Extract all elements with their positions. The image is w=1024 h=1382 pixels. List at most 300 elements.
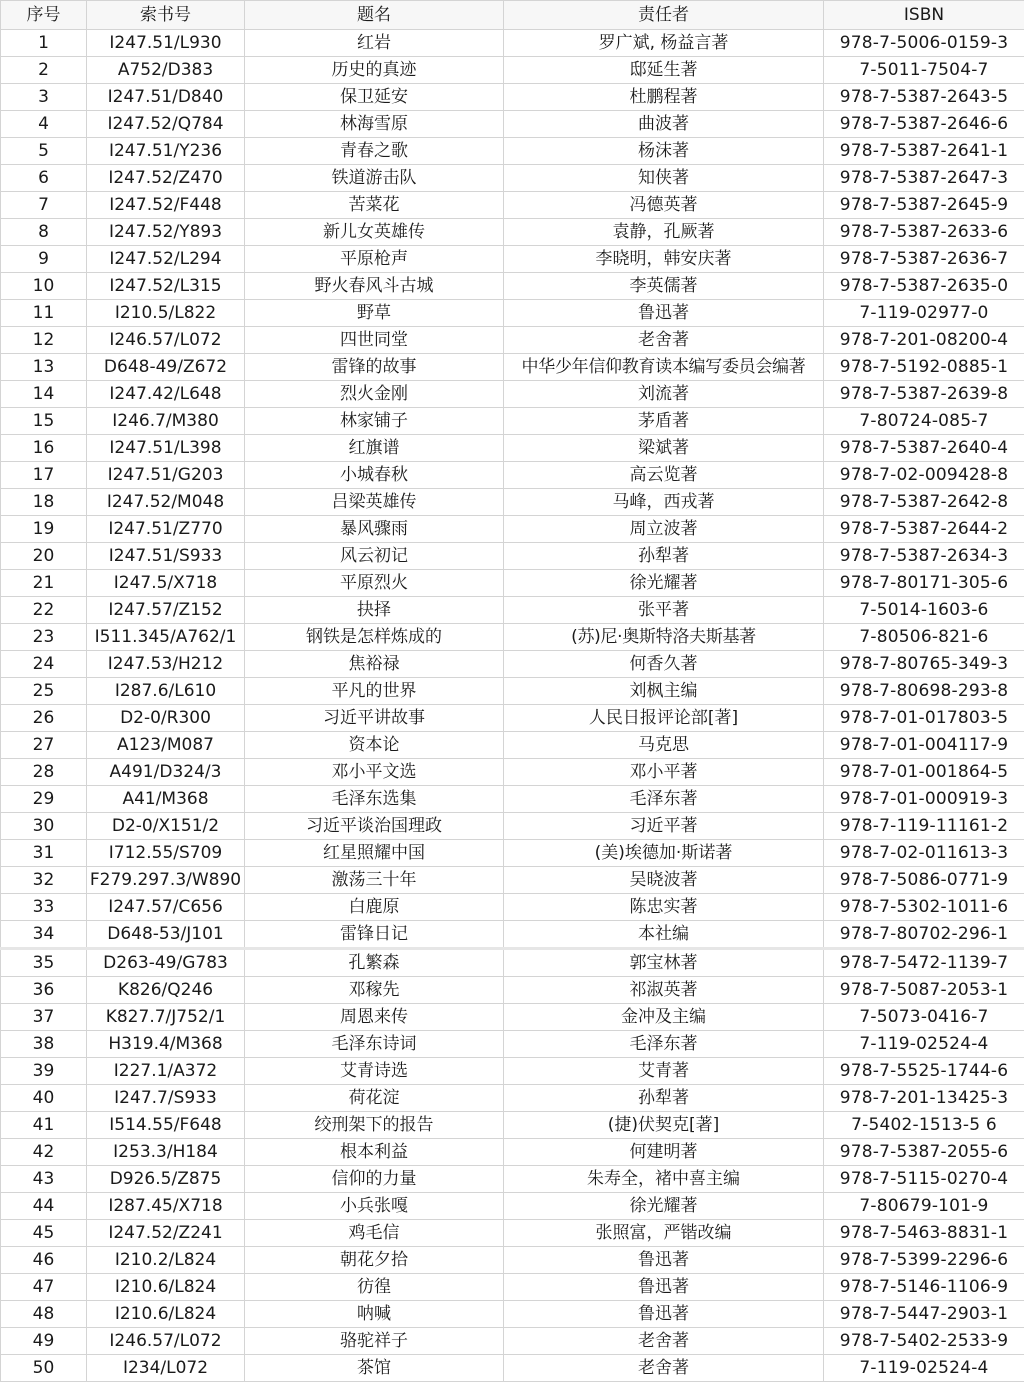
cell-call-number[interactable]: I247.51/Z770 bbox=[87, 516, 245, 543]
cell-seq[interactable]: 1 bbox=[1, 30, 87, 57]
table-row bbox=[1, 354, 1024, 381]
cell-call-number[interactable]: I210.5/L822 bbox=[87, 300, 245, 327]
cell-title[interactable]: 保卫延安 bbox=[245, 84, 504, 111]
cell-isbn[interactable]: 978-7-5463-8831-1 bbox=[824, 1220, 1024, 1247]
cell-seq[interactable]: 25 bbox=[1, 678, 87, 705]
cell-title[interactable]: 艾青诗选 bbox=[245, 1058, 504, 1085]
cell-title[interactable]: 铁道游击队 bbox=[245, 165, 504, 192]
table-row bbox=[1, 1031, 1024, 1058]
cell-title[interactable]: 习近平谈治国理政 bbox=[245, 813, 504, 840]
cell-isbn[interactable]: 978-7-5402-2533-9 bbox=[824, 1328, 1024, 1355]
cell-seq[interactable]: 44 bbox=[1, 1193, 87, 1220]
cell-title[interactable]: 林家铺子 bbox=[245, 408, 504, 435]
cell-call-number[interactable]: I247.52/L315 bbox=[87, 273, 245, 300]
cell-call-number[interactable]: I246.57/L072 bbox=[87, 327, 245, 354]
cell-responsibility[interactable]: 徐光耀著 bbox=[504, 1193, 824, 1220]
table-row bbox=[1, 894, 1024, 921]
cell-title[interactable]: 邓稼先 bbox=[245, 977, 504, 1004]
cell-seq[interactable]: 13 bbox=[1, 354, 87, 381]
cell-call-number[interactable]: D926.5/Z875 bbox=[87, 1166, 245, 1193]
cell-seq[interactable]: 39 bbox=[1, 1058, 87, 1085]
cell-title[interactable]: 雷锋日记 bbox=[245, 921, 504, 949]
cell-call-number[interactable]: A491/D324/3 bbox=[87, 759, 245, 786]
cell-title[interactable]: 激荡三十年 bbox=[245, 867, 504, 894]
cell-responsibility[interactable]: 艾青著 bbox=[504, 1058, 824, 1085]
cell-call-number[interactable]: I227.1/A372 bbox=[87, 1058, 245, 1085]
cell-title[interactable]: 雷锋的故事 bbox=[245, 354, 504, 381]
cell-seq[interactable]: 10 bbox=[1, 273, 87, 300]
cell-call-number[interactable]: I247.51/S933 bbox=[87, 543, 245, 570]
cell-responsibility[interactable]: 毛泽东著 bbox=[504, 1031, 824, 1058]
cell-isbn[interactable]: 978-7-5006-0159-3 bbox=[824, 30, 1024, 57]
cell-isbn[interactable]: 978-7-5146-1106-9 bbox=[824, 1274, 1024, 1301]
cell-call-number[interactable]: F279.297.3/W890 bbox=[87, 867, 245, 894]
cell-call-number[interactable]: I287.45/X718 bbox=[87, 1193, 245, 1220]
cell-responsibility[interactable]: 邸延生著 bbox=[504, 57, 824, 84]
cell-call-number[interactable]: I210.6/L824 bbox=[87, 1274, 245, 1301]
cell-isbn[interactable]: 978-7-5387-2635-0 bbox=[824, 273, 1024, 300]
table-row bbox=[1, 840, 1024, 867]
cell-responsibility[interactable]: 人民日报评论部[著] bbox=[504, 705, 824, 732]
cell-responsibility[interactable]: 马克思 bbox=[504, 732, 824, 759]
cell-title[interactable]: 青春之歌 bbox=[245, 138, 504, 165]
cell-responsibility[interactable]: 鲁迅著 bbox=[504, 1274, 824, 1301]
table-row bbox=[1, 1247, 1024, 1274]
cell-isbn[interactable]: 978-7-5447-2903-1 bbox=[824, 1301, 1024, 1328]
cell-isbn[interactable]: 978-7-5387-2644-2 bbox=[824, 516, 1024, 543]
table-row bbox=[1, 949, 1024, 977]
cell-responsibility[interactable]: 吴晓波著 bbox=[504, 867, 824, 894]
cell-seq[interactable]: 8 bbox=[1, 219, 87, 246]
cell-isbn[interactable]: 978-7-5387-2641-1 bbox=[824, 138, 1024, 165]
cell-isbn[interactable]: 978-7-119-11161-2 bbox=[824, 813, 1024, 840]
cell-call-number[interactable]: A752/D383 bbox=[87, 57, 245, 84]
cell-responsibility[interactable]: 习近平著 bbox=[504, 813, 824, 840]
cell-isbn[interactable]: 7-80679-101-9 bbox=[824, 1193, 1024, 1220]
table-row bbox=[1, 435, 1024, 462]
cell-seq[interactable]: 16 bbox=[1, 435, 87, 462]
cell-call-number[interactable]: I253.3/H184 bbox=[87, 1139, 245, 1166]
table-row bbox=[1, 381, 1024, 408]
cell-seq[interactable]: 26 bbox=[1, 705, 87, 732]
cell-title[interactable]: 邓小平文选 bbox=[245, 759, 504, 786]
cell-call-number[interactable]: I247.52/L294 bbox=[87, 246, 245, 273]
table-row bbox=[1, 732, 1024, 759]
cell-call-number[interactable]: D648-53/J101 bbox=[87, 921, 245, 949]
cell-title[interactable]: 荷花淀 bbox=[245, 1085, 504, 1112]
cell-seq[interactable]: 22 bbox=[1, 597, 87, 624]
header-row bbox=[1, 1, 1024, 30]
cell-isbn[interactable]: 7-5073-0416-7 bbox=[824, 1004, 1024, 1031]
cell-call-number[interactable]: I247.52/F448 bbox=[87, 192, 245, 219]
cell-isbn[interactable]: 978-7-5387-2646-6 bbox=[824, 111, 1024, 138]
table-row bbox=[1, 273, 1024, 300]
cell-responsibility[interactable]: 杨沫著 bbox=[504, 138, 824, 165]
cell-title[interactable]: 习近平讲故事 bbox=[245, 705, 504, 732]
cell-isbn[interactable]: 978-7-5115-0270-4 bbox=[824, 1166, 1024, 1193]
table-row bbox=[1, 1166, 1024, 1193]
table-row bbox=[1, 246, 1024, 273]
cell-isbn[interactable]: 978-7-5387-2645-9 bbox=[824, 192, 1024, 219]
cell-seq[interactable]: 49 bbox=[1, 1328, 87, 1355]
cell-responsibility[interactable]: 何香久著 bbox=[504, 651, 824, 678]
cell-seq[interactable]: 48 bbox=[1, 1301, 87, 1328]
cell-responsibility[interactable]: 罗广斌, 杨益言著 bbox=[504, 30, 824, 57]
cell-seq[interactable]: 3 bbox=[1, 84, 87, 111]
cell-title[interactable]: 绞刑架下的报告 bbox=[245, 1112, 504, 1139]
cell-seq[interactable]: 28 bbox=[1, 759, 87, 786]
cell-seq[interactable]: 11 bbox=[1, 300, 87, 327]
cell-responsibility[interactable]: 茅盾著 bbox=[504, 408, 824, 435]
cell-responsibility[interactable]: 李英儒著 bbox=[504, 273, 824, 300]
cell-seq[interactable]: 34 bbox=[1, 921, 87, 949]
cell-seq[interactable]: 7 bbox=[1, 192, 87, 219]
cell-isbn[interactable]: 978-7-5387-2634-3 bbox=[824, 543, 1024, 570]
cell-seq[interactable]: 46 bbox=[1, 1247, 87, 1274]
cell-isbn[interactable]: 7-119-02977-0 bbox=[824, 300, 1024, 327]
cell-call-number[interactable]: I247.52/Q784 bbox=[87, 111, 245, 138]
cell-title[interactable]: 野草 bbox=[245, 300, 504, 327]
cell-call-number[interactable]: K827.7/J752/1 bbox=[87, 1004, 245, 1031]
cell-title[interactable]: 林海雪原 bbox=[245, 111, 504, 138]
cell-call-number[interactable]: I247.52/Y893 bbox=[87, 219, 245, 246]
cell-title[interactable]: 新儿女英雄传 bbox=[245, 219, 504, 246]
cell-responsibility[interactable]: 高云览著 bbox=[504, 462, 824, 489]
cell-title[interactable]: 小城春秋 bbox=[245, 462, 504, 489]
cell-responsibility[interactable]: 郭宝林著 bbox=[504, 949, 824, 977]
cell-call-number[interactable]: I247.52/Z241 bbox=[87, 1220, 245, 1247]
cell-call-number[interactable]: I287.6/L610 bbox=[87, 678, 245, 705]
table-row bbox=[1, 813, 1024, 840]
table-row bbox=[1, 111, 1024, 138]
cell-seq[interactable]: 29 bbox=[1, 786, 87, 813]
cell-responsibility[interactable]: 鲁迅著 bbox=[504, 1301, 824, 1328]
cell-call-number[interactable]: I210.6/L824 bbox=[87, 1301, 245, 1328]
cell-title[interactable]: 历史的真迹 bbox=[245, 57, 504, 84]
table-row bbox=[1, 219, 1024, 246]
cell-isbn[interactable]: 7-5402-1513-5 6 bbox=[824, 1112, 1024, 1139]
cell-seq[interactable]: 40 bbox=[1, 1085, 87, 1112]
cell-isbn[interactable]: 978-7-5387-2643-5 bbox=[824, 84, 1024, 111]
cell-title[interactable]: 鸡毛信 bbox=[245, 1220, 504, 1247]
cell-isbn[interactable]: 978-7-5302-1011-6 bbox=[824, 894, 1024, 921]
cell-responsibility[interactable]: 老舍著 bbox=[504, 1328, 824, 1355]
cell-call-number[interactable]: I234/L072 bbox=[87, 1355, 245, 1382]
cell-isbn[interactable]: 7-119-02524-4 bbox=[824, 1031, 1024, 1058]
cell-responsibility[interactable]: 梁斌著 bbox=[504, 435, 824, 462]
cell-title[interactable]: 钢铁是怎样炼成的 bbox=[245, 624, 504, 651]
header-responsibility[interactable]: 责任者 bbox=[504, 1, 824, 30]
cell-seq[interactable]: 50 bbox=[1, 1355, 87, 1382]
cell-title[interactable]: 毛泽东选集 bbox=[245, 786, 504, 813]
cell-responsibility[interactable]: 毛泽东著 bbox=[504, 786, 824, 813]
cell-responsibility[interactable]: (美)埃德加·斯诺著 bbox=[504, 840, 824, 867]
cell-seq[interactable]: 24 bbox=[1, 651, 87, 678]
table-row bbox=[1, 84, 1024, 111]
cell-seq[interactable]: 4 bbox=[1, 111, 87, 138]
cell-call-number[interactable]: I712.55/S709 bbox=[87, 840, 245, 867]
header-isbn[interactable]: ISBN bbox=[824, 1, 1024, 30]
cell-title[interactable]: 烈火金刚 bbox=[245, 381, 504, 408]
header-seq[interactable]: 序号 bbox=[1, 1, 87, 30]
table-row bbox=[1, 867, 1024, 894]
cell-isbn[interactable]: 7-80506-821-6 bbox=[824, 624, 1024, 651]
cell-isbn[interactable]: 7-5014-1603-6 bbox=[824, 597, 1024, 624]
cell-isbn[interactable]: 7-5011-7504-7 bbox=[824, 57, 1024, 84]
cell-isbn[interactable]: 978-7-5387-2633-6 bbox=[824, 219, 1024, 246]
cell-title[interactable]: 风云初记 bbox=[245, 543, 504, 570]
cell-title[interactable]: 暴风骤雨 bbox=[245, 516, 504, 543]
cell-responsibility[interactable]: 李晓明，韩安庆著 bbox=[504, 246, 824, 273]
cell-responsibility[interactable]: 刘流著 bbox=[504, 381, 824, 408]
cell-isbn[interactable]: 978-7-5387-2647-3 bbox=[824, 165, 1024, 192]
table-row bbox=[1, 408, 1024, 435]
cell-call-number[interactable]: D2-0/X151/2 bbox=[87, 813, 245, 840]
cell-title[interactable]: 呐喊 bbox=[245, 1301, 504, 1328]
cell-title[interactable]: 茶馆 bbox=[245, 1355, 504, 1382]
cell-title[interactable]: 四世同堂 bbox=[245, 327, 504, 354]
cell-responsibility[interactable]: 周立波著 bbox=[504, 516, 824, 543]
cell-isbn[interactable]: 978-7-5387-2636-7 bbox=[824, 246, 1024, 273]
table-row bbox=[1, 30, 1024, 57]
cell-isbn[interactable]: 978-7-01-004117-9 bbox=[824, 732, 1024, 759]
cell-isbn[interactable]: 978-7-80765-349-3 bbox=[824, 651, 1024, 678]
cell-responsibility[interactable]: 冯德英著 bbox=[504, 192, 824, 219]
table-row bbox=[1, 977, 1024, 1004]
cell-title[interactable]: 彷徨 bbox=[245, 1274, 504, 1301]
cell-call-number[interactable]: I210.2/L824 bbox=[87, 1247, 245, 1274]
table-row bbox=[1, 1004, 1024, 1031]
cell-responsibility[interactable]: 邓小平著 bbox=[504, 759, 824, 786]
cell-isbn[interactable]: 978-7-201-13425-3 bbox=[824, 1085, 1024, 1112]
table-row bbox=[1, 462, 1024, 489]
cell-call-number[interactable]: A41/M368 bbox=[87, 786, 245, 813]
cell-seq[interactable]: 12 bbox=[1, 327, 87, 354]
cell-responsibility[interactable]: 本社编 bbox=[504, 921, 824, 949]
cell-seq[interactable]: 19 bbox=[1, 516, 87, 543]
cell-seq[interactable]: 27 bbox=[1, 732, 87, 759]
table-row bbox=[1, 570, 1024, 597]
cell-seq[interactable]: 31 bbox=[1, 840, 87, 867]
cell-responsibility[interactable]: (捷)伏契克[著] bbox=[504, 1112, 824, 1139]
cell-isbn[interactable]: 978-7-80702-296-1 bbox=[824, 921, 1024, 949]
table-row bbox=[1, 1328, 1024, 1355]
cell-seq[interactable]: 35 bbox=[1, 949, 87, 977]
cell-seq[interactable]: 42 bbox=[1, 1139, 87, 1166]
cell-isbn[interactable]: 978-7-5387-2055-6 bbox=[824, 1139, 1024, 1166]
cell-responsibility[interactable]: (苏)尼·奥斯特洛夫斯基著 bbox=[504, 624, 824, 651]
cell-call-number[interactable]: I247.51/Y236 bbox=[87, 138, 245, 165]
cell-seq[interactable]: 32 bbox=[1, 867, 87, 894]
cell-call-number[interactable]: I247.52/Z470 bbox=[87, 165, 245, 192]
cell-isbn[interactable]: 7-80724-085-7 bbox=[824, 408, 1024, 435]
cell-title[interactable]: 野火春风斗古城 bbox=[245, 273, 504, 300]
cell-title[interactable]: 资本论 bbox=[245, 732, 504, 759]
cell-seq[interactable]: 37 bbox=[1, 1004, 87, 1031]
cell-responsibility[interactable]: 张平著 bbox=[504, 597, 824, 624]
cell-call-number[interactable]: D648-49/Z672 bbox=[87, 354, 245, 381]
cell-isbn[interactable]: 978-7-5387-2640-4 bbox=[824, 435, 1024, 462]
table-row bbox=[1, 624, 1024, 651]
cell-responsibility[interactable]: 朱寿全，褚中喜主编 bbox=[504, 1166, 824, 1193]
table-row bbox=[1, 786, 1024, 813]
header-call-number[interactable]: 索书号 bbox=[87, 1, 245, 30]
cell-responsibility[interactable]: 杜鹏程著 bbox=[504, 84, 824, 111]
cell-title[interactable]: 红星照耀中国 bbox=[245, 840, 504, 867]
cell-isbn[interactable]: 978-7-80698-293-8 bbox=[824, 678, 1024, 705]
table-row bbox=[1, 543, 1024, 570]
cell-responsibility[interactable]: 曲波著 bbox=[504, 111, 824, 138]
header-title[interactable]: 题名 bbox=[245, 1, 504, 30]
table-row bbox=[1, 165, 1024, 192]
cell-seq[interactable]: 14 bbox=[1, 381, 87, 408]
table-row bbox=[1, 138, 1024, 165]
cell-call-number[interactable]: I247.51/L930 bbox=[87, 30, 245, 57]
cell-seq[interactable]: 6 bbox=[1, 165, 87, 192]
cell-responsibility[interactable]: 张照富，严锴改编 bbox=[504, 1220, 824, 1247]
cell-isbn[interactable]: 978-7-5387-2642-8 bbox=[824, 489, 1024, 516]
cell-seq[interactable]: 9 bbox=[1, 246, 87, 273]
cell-title[interactable]: 信仰的力量 bbox=[245, 1166, 504, 1193]
cell-call-number[interactable]: I247.42/L648 bbox=[87, 381, 245, 408]
cell-call-number[interactable]: H319.4/M368 bbox=[87, 1031, 245, 1058]
cell-seq[interactable]: 30 bbox=[1, 813, 87, 840]
cell-title[interactable]: 苦菜花 bbox=[245, 192, 504, 219]
cell-seq[interactable]: 17 bbox=[1, 462, 87, 489]
cell-responsibility[interactable]: 知侠著 bbox=[504, 165, 824, 192]
cell-title[interactable]: 红旗谱 bbox=[245, 435, 504, 462]
table-row bbox=[1, 759, 1024, 786]
table-row bbox=[1, 1301, 1024, 1328]
cell-responsibility[interactable]: 老舍著 bbox=[504, 1355, 824, 1382]
cell-title[interactable]: 根本利益 bbox=[245, 1139, 504, 1166]
table-row bbox=[1, 921, 1024, 949]
cell-title[interactable]: 周恩来传 bbox=[245, 1004, 504, 1031]
cell-isbn[interactable]: 978-7-01-017803-5 bbox=[824, 705, 1024, 732]
cell-seq[interactable]: 47 bbox=[1, 1274, 87, 1301]
cell-responsibility[interactable]: 刘枫主编 bbox=[504, 678, 824, 705]
cell-responsibility[interactable]: 何建明著 bbox=[504, 1139, 824, 1166]
cell-responsibility[interactable]: 老舍著 bbox=[504, 327, 824, 354]
table-row bbox=[1, 1058, 1024, 1085]
cell-seq[interactable]: 33 bbox=[1, 894, 87, 921]
cell-call-number[interactable]: D2-0/R300 bbox=[87, 705, 245, 732]
cell-call-number[interactable]: I246.7/M380 bbox=[87, 408, 245, 435]
cell-seq[interactable]: 23 bbox=[1, 624, 87, 651]
cell-responsibility[interactable]: 祁淑英著 bbox=[504, 977, 824, 1004]
table-row bbox=[1, 1274, 1024, 1301]
cell-isbn[interactable]: 978-7-5525-1744-6 bbox=[824, 1058, 1024, 1085]
cell-title[interactable]: 平凡的世界 bbox=[245, 678, 504, 705]
table-row bbox=[1, 1139, 1024, 1166]
cell-seq[interactable]: 5 bbox=[1, 138, 87, 165]
cell-isbn[interactable]: 978-7-201-08200-4 bbox=[824, 327, 1024, 354]
cell-call-number[interactable]: A123/M087 bbox=[87, 732, 245, 759]
cell-isbn[interactable]: 7-119-02524-4 bbox=[824, 1355, 1024, 1382]
cell-isbn[interactable]: 978-7-5387-2639-8 bbox=[824, 381, 1024, 408]
cell-call-number[interactable]: I247.53/H212 bbox=[87, 651, 245, 678]
cell-responsibility[interactable]: 袁静，孔厥著 bbox=[504, 219, 824, 246]
table-row bbox=[1, 1085, 1024, 1112]
cell-seq[interactable]: 45 bbox=[1, 1220, 87, 1247]
cell-title[interactable]: 抉择 bbox=[245, 597, 504, 624]
cell-isbn[interactable]: 978-7-01-001864-5 bbox=[824, 759, 1024, 786]
cell-title[interactable]: 骆驼祥子 bbox=[245, 1328, 504, 1355]
cell-call-number[interactable]: I247.51/L398 bbox=[87, 435, 245, 462]
table-row bbox=[1, 489, 1024, 516]
cell-seq[interactable]: 41 bbox=[1, 1112, 87, 1139]
cell-call-number[interactable]: I511.345/A762/1 bbox=[87, 624, 245, 651]
cell-isbn[interactable]: 978-7-01-000919-3 bbox=[824, 786, 1024, 813]
cell-seq[interactable]: 38 bbox=[1, 1031, 87, 1058]
cell-seq[interactable]: 43 bbox=[1, 1166, 87, 1193]
cell-call-number[interactable]: I247.52/M048 bbox=[87, 489, 245, 516]
table-row bbox=[1, 57, 1024, 84]
table-row bbox=[1, 192, 1024, 219]
cell-call-number[interactable]: I247.51/G203 bbox=[87, 462, 245, 489]
cell-title[interactable]: 朝花夕拾 bbox=[245, 1247, 504, 1274]
cell-responsibility[interactable]: 鲁迅著 bbox=[504, 300, 824, 327]
cell-responsibility[interactable]: 金冲及主编 bbox=[504, 1004, 824, 1031]
cell-title[interactable]: 白鹿原 bbox=[245, 894, 504, 921]
table-row bbox=[1, 1193, 1024, 1220]
cell-responsibility[interactable]: 中华少年信仰教育读本编写委员会编著 bbox=[504, 354, 824, 381]
cell-call-number[interactable]: I247.7/S933 bbox=[87, 1085, 245, 1112]
cell-isbn[interactable]: 978-7-80171-305-6 bbox=[824, 570, 1024, 597]
cell-call-number[interactable]: I514.55/F648 bbox=[87, 1112, 245, 1139]
cell-seq[interactable]: 18 bbox=[1, 489, 87, 516]
cell-title[interactable]: 平原烈火 bbox=[245, 570, 504, 597]
table-row bbox=[1, 705, 1024, 732]
cell-call-number[interactable]: I247.57/Z152 bbox=[87, 597, 245, 624]
cell-title[interactable]: 平原枪声 bbox=[245, 246, 504, 273]
cell-seq[interactable]: 15 bbox=[1, 408, 87, 435]
table-row bbox=[1, 597, 1024, 624]
cell-isbn[interactable]: 978-7-5192-0885-1 bbox=[824, 354, 1024, 381]
cell-isbn[interactable]: 978-7-5087-2053-1 bbox=[824, 977, 1024, 1004]
cell-seq[interactable]: 2 bbox=[1, 57, 87, 84]
table-row bbox=[1, 1220, 1024, 1247]
cell-responsibility[interactable]: 马峰，西戎著 bbox=[504, 489, 824, 516]
cell-call-number[interactable]: I247.57/C656 bbox=[87, 894, 245, 921]
cell-responsibility[interactable]: 徐光耀著 bbox=[504, 570, 824, 597]
cell-isbn[interactable]: 978-7-5472-1139-7 bbox=[824, 949, 1024, 977]
cell-call-number[interactable]: I247.5/X718 bbox=[87, 570, 245, 597]
cell-call-number[interactable]: I246.57/L072 bbox=[87, 1328, 245, 1355]
cell-isbn[interactable]: 978-7-02-011613-3 bbox=[824, 840, 1024, 867]
cell-isbn[interactable]: 978-7-5399-2296-6 bbox=[824, 1247, 1024, 1274]
cell-seq[interactable]: 21 bbox=[1, 570, 87, 597]
cell-title[interactable]: 孔繁森 bbox=[245, 949, 504, 977]
cell-isbn[interactable]: 978-7-02-009428-8 bbox=[824, 462, 1024, 489]
cell-responsibility[interactable]: 鲁迅著 bbox=[504, 1247, 824, 1274]
cell-responsibility[interactable]: 孙犁著 bbox=[504, 1085, 824, 1112]
cell-responsibility[interactable]: 陈忠实著 bbox=[504, 894, 824, 921]
cell-title[interactable]: 焦裕禄 bbox=[245, 651, 504, 678]
cell-call-number[interactable]: K826/Q246 bbox=[87, 977, 245, 1004]
cell-title[interactable]: 毛泽东诗词 bbox=[245, 1031, 504, 1058]
cell-seq[interactable]: 36 bbox=[1, 977, 87, 1004]
cell-seq[interactable]: 20 bbox=[1, 543, 87, 570]
cell-title[interactable]: 吕梁英雄传 bbox=[245, 489, 504, 516]
cell-call-number[interactable]: D263-49/G783 bbox=[87, 949, 245, 977]
cell-responsibility[interactable]: 孙犁著 bbox=[504, 543, 824, 570]
cell-isbn[interactable]: 978-7-5086-0771-9 bbox=[824, 867, 1024, 894]
cell-title[interactable]: 红岩 bbox=[245, 30, 504, 57]
cell-title[interactable]: 小兵张嘎 bbox=[245, 1193, 504, 1220]
table-row bbox=[1, 651, 1024, 678]
cell-call-number[interactable]: I247.51/D840 bbox=[87, 84, 245, 111]
